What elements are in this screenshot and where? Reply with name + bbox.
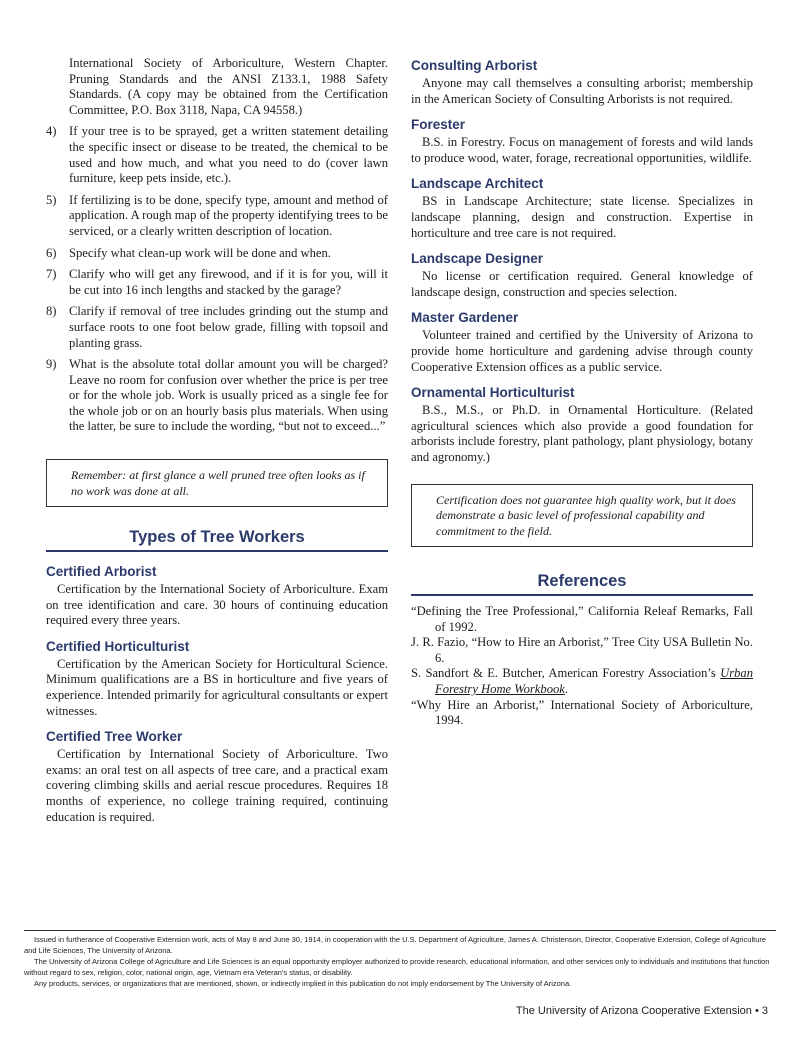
- list-item: [46, 304, 388, 351]
- section-title-references: References: [411, 571, 753, 596]
- entry-forester: [411, 117, 753, 166]
- footer-divider: [24, 930, 776, 931]
- entry-text: Certification by International Society of Arboriculture. Two exams: an oral test on all aspects of tree care, and a practical exam covering climbing skills and aerial rescue procedures. Requires 18 months of experience, no college training required, continuing education is required.: [46, 747, 388, 824]
- reference-item: J. R. Fazio, “How to Hire an Arborist,” Tree City USA Bulletin No. 6.: [411, 635, 753, 665]
- list-number: 4): [46, 124, 57, 139]
- list-number: 8): [46, 304, 57, 319]
- entry-text: Certification by the American Society for Horticultural Science. Minimum qualifications are a BS in horticulture and five years of experience. Intended primarily for agricultural consultants or expert witnesses.: [46, 656, 388, 718]
- entry-landscape-designer: [411, 251, 753, 300]
- hiring-checklist: [46, 124, 388, 435]
- right-column: [411, 58, 753, 729]
- entry-certified-horticulturist: [46, 639, 388, 719]
- entry-text: No license or certification required. General knowledge of landscape design, construction and species selection.: [411, 269, 753, 299]
- list-number: 5): [46, 192, 57, 207]
- list-number: 7): [46, 267, 57, 282]
- entry-heading: Master Gardener: [411, 310, 519, 326]
- workbook-title: Urban Forestry Home Workbook: [435, 666, 753, 696]
- entry-heading: Ornamental Horticulturist: [411, 385, 575, 401]
- list-text: If fertilizing is to be done, specify type, amount and method of application. A rough map of the property identifying trees to be serviced, or a clearly written description of location.: [69, 192, 388, 238]
- remember-callout: Remember: at first glance a well pruned tree often looks as if no work was done at all.: [46, 459, 388, 507]
- footer-line: Any products, services, or organizations that are mentioned, shown, or indirectly implied in this publication do not imply endorsement by The University of Arizona.: [34, 979, 572, 988]
- certification-callout: Certification does not guarantee high quality work, but it does demonstrate a basic level of professional capability and commitment to the field.: [411, 484, 753, 548]
- entry-text: BS in Landscape Architecture; state license. Specializes in landscape planning, design and construction. Expertise in horticulture and tree care is not required.: [411, 194, 753, 240]
- list-number: 6): [46, 245, 57, 260]
- reference-item: S. Sandfort & E. Butcher, American Forestry Association’s Urban Forestry Home Workbook.: [411, 666, 753, 696]
- legal-footer: [24, 934, 776, 989]
- intro-continuation: International Society of Arboriculture, Western Chapter. Pruning Standards and the ANSI Z133.1, 1988 Safety Standards. (A copy may be obtained from the Certification Committee, P.O. Box 3118, Napa, CA 94558.): [69, 56, 388, 117]
- entry-text: Volunteer trained and certified by the University of Arizona to provide home horticulture and gardening advise through county Cooperative Extension offices as a public service.: [411, 328, 753, 374]
- list-item: [46, 357, 388, 435]
- reference-item: “Why Hire an Arborist,” International Society of Arboriculture, 1994.: [411, 697, 753, 728]
- list-text: Clarify who will get any firewood, and if it is for you, will it be cut into 16 inch lengths and stacked by the garage?: [69, 267, 388, 297]
- entry-text: B.S. in Forestry. Focus on management of forests and wild lands to produce wood, water, forage, recreational opportunities, wildlife.: [411, 135, 753, 165]
- references-list: [411, 604, 753, 729]
- list-text: What is the absolute total dollar amount you will be charged? Leave no room for confusion over whether the price is per tree or for the whole job. Work is usually priced as a single fee for the whole job or on an hourly basis plus materials. When using the latter, be sure to include the wording, “but not to exceed...”: [69, 357, 388, 434]
- entry-master-gardener: [411, 310, 753, 375]
- entry-text: B.S., M.S., or Ph.D. in Ornamental Horticulture. (Related agricultural sciences which also provide a good foundation for arborists include forestry, plant pathology, plant physiology, botany and agronomy.): [411, 403, 753, 464]
- section-title-tree-workers: Types of Tree Workers: [46, 527, 388, 552]
- list-item: [46, 246, 388, 262]
- entry-heading: Landscape Designer: [411, 251, 544, 267]
- list-text: Clarify if removal of tree includes grinding out the stump and surface roots to one foot below grade, filling with topsoil and planting grass.: [69, 304, 388, 350]
- entry-certified-arborist: [46, 564, 388, 629]
- entry-heading: Consulting Arborist: [411, 58, 538, 73]
- entry-heading: Certified Tree Worker: [46, 729, 183, 745]
- entry-text: Anyone may call themselves a consulting arborist; membership in the American Society of Consulting Arborists is not required.: [411, 76, 753, 106]
- list-text: If your tree is to be sprayed, get a written statement detailing the specific insect or disease to be treated, the chemical to be used and how much, and what you need to do (cover lawn furniture, keep pets inside, etc.).: [69, 124, 388, 186]
- list-item: [46, 267, 388, 298]
- entry-heading: Forester: [411, 117, 466, 133]
- list-text: Specify what clean-up work will be done and when.: [69, 245, 331, 260]
- footer-line: Issued in furtherance of Cooperative Extension work, acts of May 8 and June 30, 1914, in cooperation with the U.S. Department of Agriculture, James A. Christenson, Director, Cooperative Extension, College of Agriculture and Life Sciences, The University of Arizona.: [24, 935, 767, 955]
- entry-heading: Certified Arborist: [46, 564, 157, 580]
- entry-heading: Landscape Architect: [411, 176, 544, 192]
- page-footer: The University of Arizona Cooperative Extension • 3: [515, 1005, 768, 1017]
- entry-landscape-architect: [411, 176, 753, 241]
- entry-certified-tree-worker: [46, 729, 388, 825]
- entry-ornamental-horticulturist: [411, 385, 753, 465]
- entry-heading: Certified Horticulturist: [46, 638, 190, 654]
- entry-text: Certification by the International Society of Arboriculture. Exam on tree identification and care. 30 hours of continuing education required every three years.: [46, 582, 388, 628]
- list-item: [46, 124, 388, 186]
- reference-item: “Defining the Tree Professional,” California Releaf Remarks, Fall of 1992.: [411, 604, 753, 634]
- list-number: 9): [46, 357, 57, 372]
- list-item: [46, 193, 388, 240]
- footer-line: The University of Arizona College of Agriculture and Life Sciences is an equal opportunity employer authorized to provide research, educational information, and other services only to individuals and institutions that function without regard to sex, religion, color, national origin, age, Vietnam era Veteran's status, or disability.: [24, 957, 770, 977]
- entry-consulting-arborist: [411, 58, 753, 107]
- left-column: [46, 56, 388, 825]
